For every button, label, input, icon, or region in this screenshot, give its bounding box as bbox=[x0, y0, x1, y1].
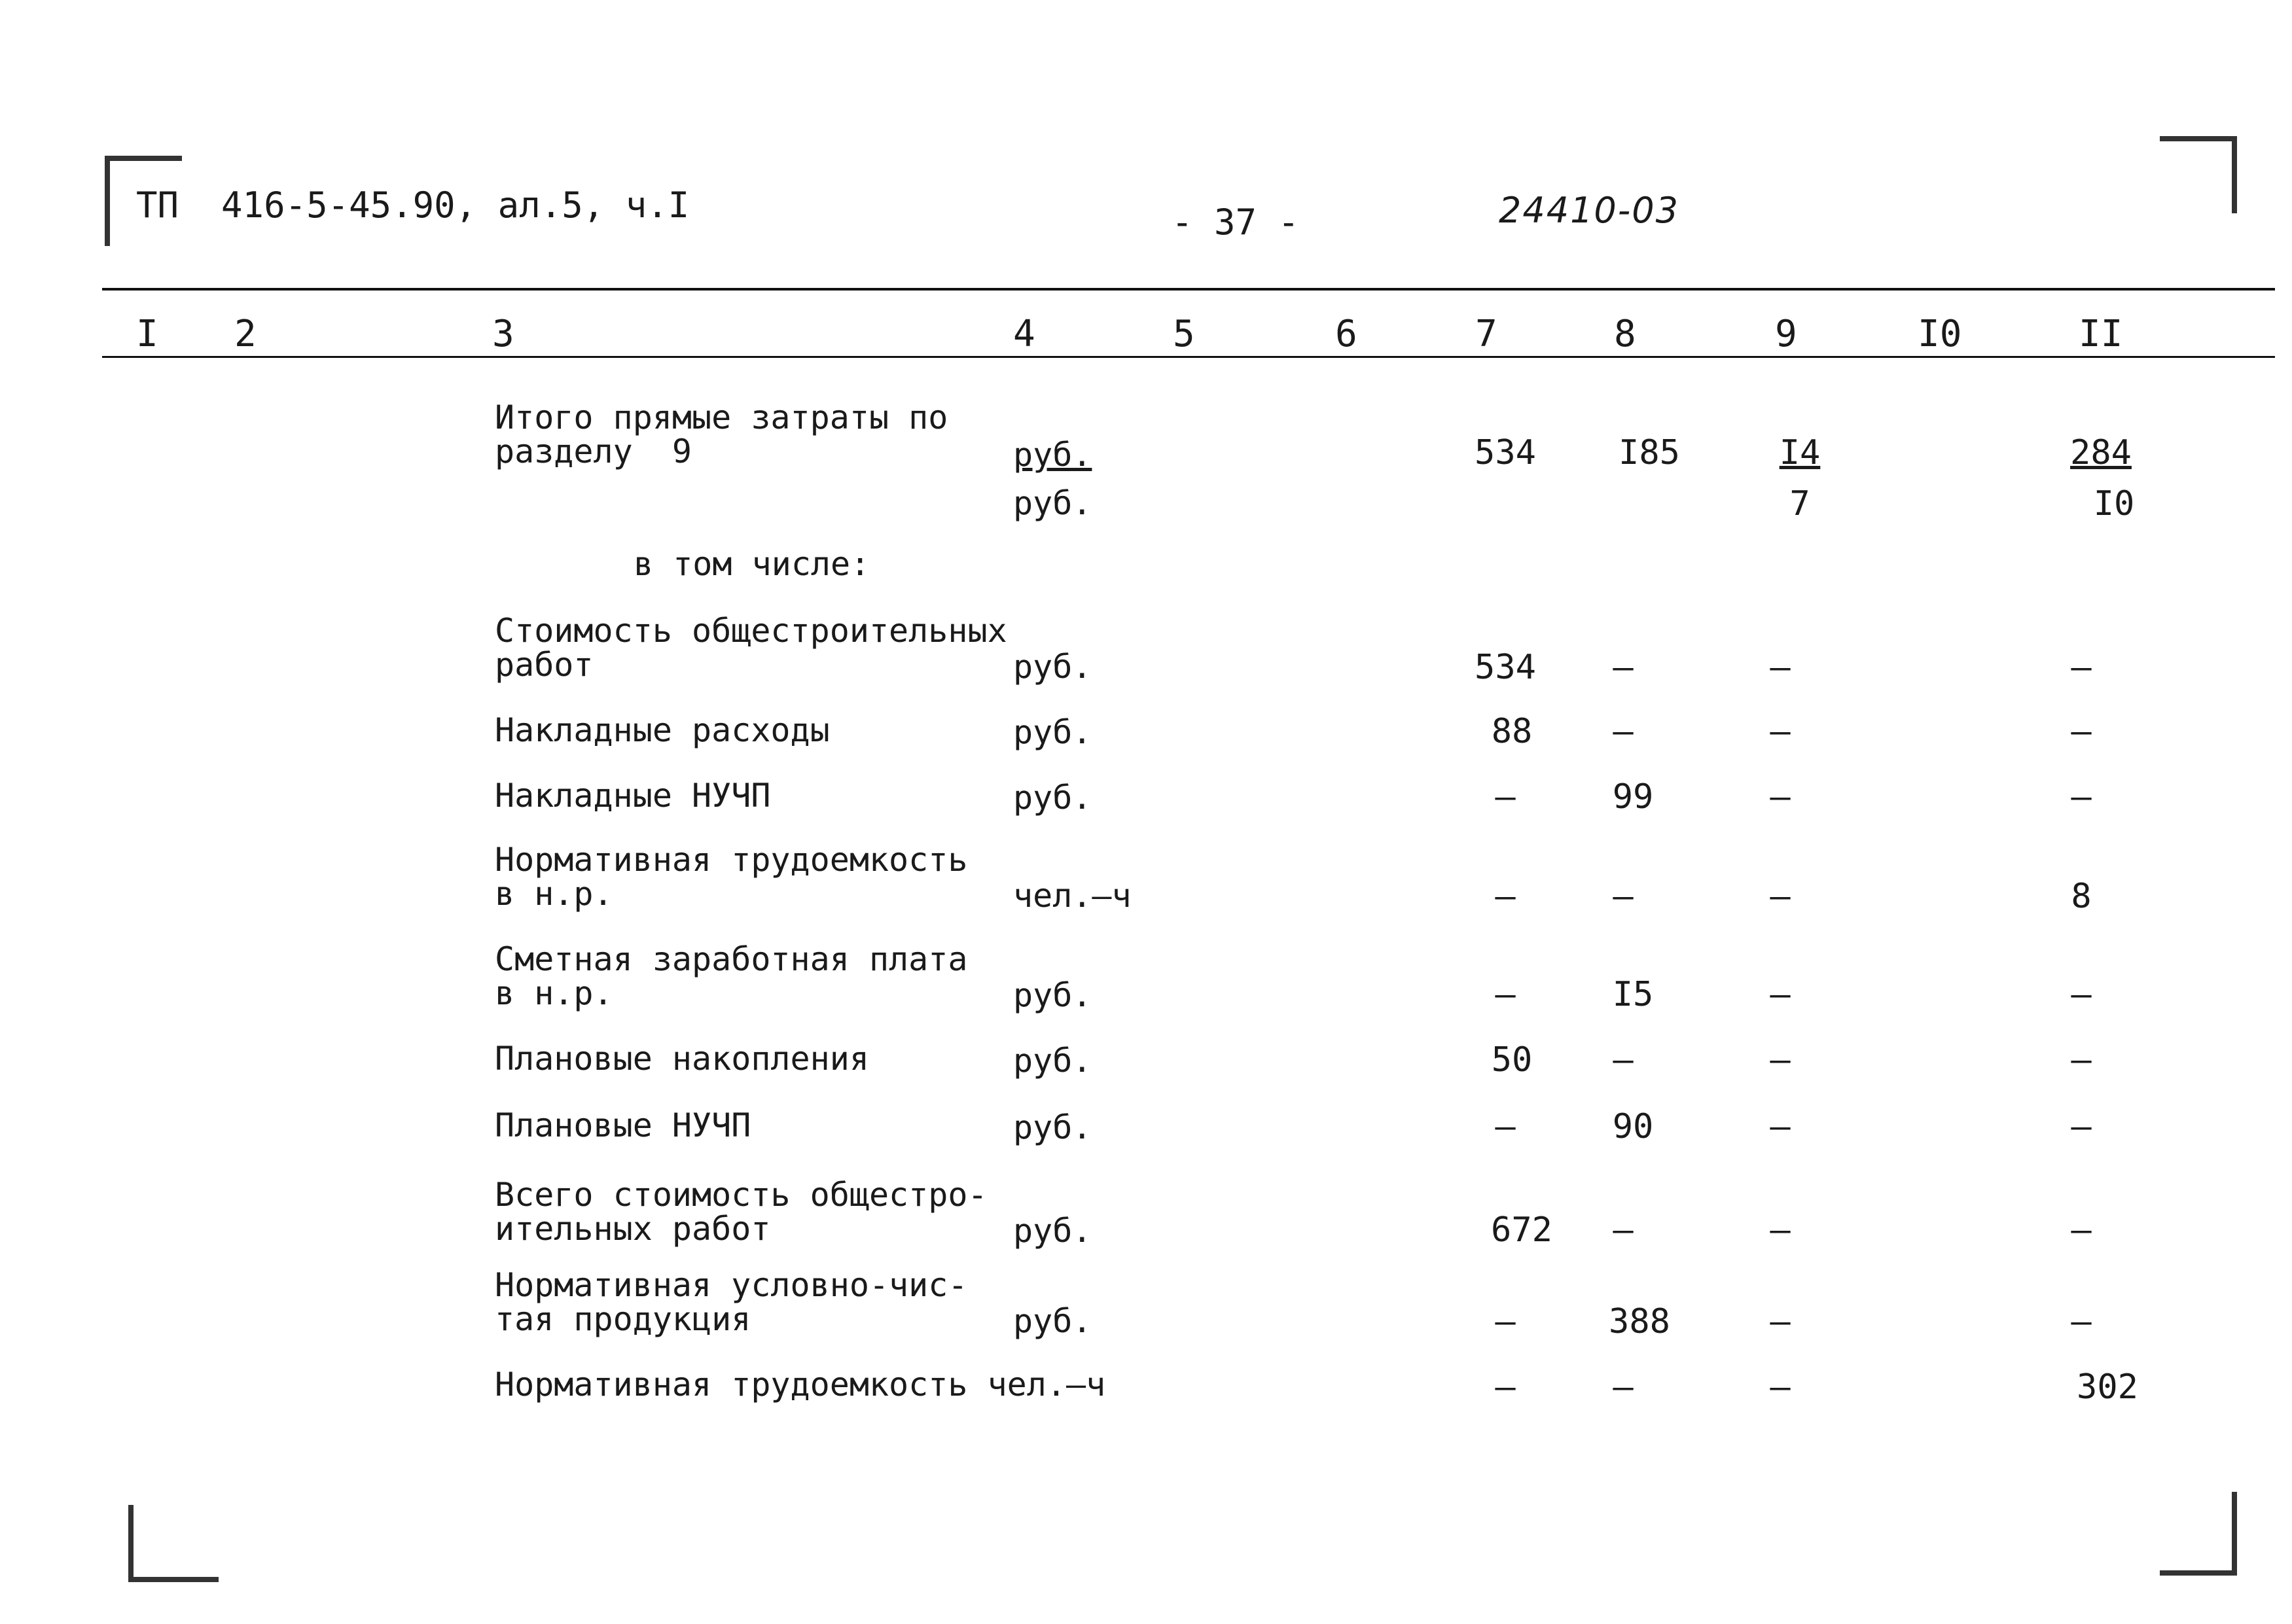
column-number: 5 bbox=[1173, 313, 1195, 355]
cell-col8: – bbox=[1613, 877, 1634, 916]
cell-col8: 388 bbox=[1609, 1302, 1670, 1341]
corner-mark-bottom-right bbox=[2160, 1492, 2237, 1576]
column-number: 7 bbox=[1475, 313, 1497, 355]
cell-col9: – bbox=[1770, 1040, 1791, 1080]
document-code: ТП 416-5-45.90, ал.5, ч.I bbox=[136, 185, 690, 226]
cell-col11: – bbox=[2071, 1210, 2092, 1250]
column-number: I bbox=[136, 313, 158, 355]
row-label: ительных работ bbox=[495, 1210, 771, 1248]
cell-col8: – bbox=[1613, 712, 1634, 751]
column-number: 8 bbox=[1614, 313, 1636, 355]
page-number: - 37 - bbox=[1172, 202, 1300, 243]
cell-col11: – bbox=[2071, 712, 2092, 751]
cell-col9: – bbox=[1770, 975, 1791, 1014]
cell-col9: – bbox=[1770, 1107, 1791, 1146]
row-label: Нормативная трудоемкость bbox=[495, 841, 968, 879]
subheading: в том числе: bbox=[634, 545, 870, 583]
row-unit: руб. bbox=[1013, 1042, 1092, 1080]
row-label: Накладные расходы bbox=[495, 711, 830, 749]
row-label: Плановые НУЧП bbox=[495, 1106, 751, 1144]
header-rule-bottom bbox=[102, 356, 2275, 358]
row-label: Накладные НУЧП bbox=[495, 777, 771, 815]
row-label: в н.р. bbox=[495, 974, 613, 1012]
row-unit: руб. bbox=[1013, 976, 1092, 1014]
row-label: Стоимость общестроительных bbox=[495, 612, 1007, 650]
cell-col7: – bbox=[1495, 975, 1516, 1014]
cell-col11: – bbox=[2071, 777, 2092, 817]
cell-col8: – bbox=[1613, 648, 1634, 687]
cell-col9: – bbox=[1770, 1302, 1791, 1341]
row-unit: руб. bbox=[1013, 779, 1092, 817]
cell-col7: 88 bbox=[1491, 712, 1533, 751]
cell-col7: – bbox=[1495, 1107, 1516, 1146]
row-label: Сметная заработная плата bbox=[495, 940, 968, 978]
cell-col7: 534 bbox=[1475, 648, 1536, 687]
row-unit: руб. bbox=[1013, 648, 1092, 686]
column-number: II bbox=[2079, 313, 2123, 355]
column-number: I0 bbox=[1918, 313, 1962, 355]
cell-col7: – bbox=[1495, 877, 1516, 916]
cell-col9: – bbox=[1770, 777, 1791, 817]
cell-col11: – bbox=[2071, 1302, 2092, 1341]
cell-col11: 302 bbox=[2077, 1368, 2138, 1407]
cell-col11: – bbox=[2071, 1040, 2092, 1080]
cell-col8: – bbox=[1613, 1040, 1634, 1080]
cell-col8: I5 bbox=[1612, 975, 1654, 1014]
row-label: тая продукция bbox=[495, 1300, 751, 1338]
cell-col11: 8 bbox=[2071, 877, 2092, 916]
cell-col9: – bbox=[1770, 1210, 1791, 1250]
cell-col8: I85 bbox=[1619, 433, 1680, 472]
cell-col7: – bbox=[1495, 777, 1516, 817]
cell-col11: – bbox=[2071, 975, 2092, 1014]
column-number: 9 bbox=[1775, 313, 1797, 355]
row-label: работ bbox=[495, 646, 594, 684]
cell-col7: – bbox=[1495, 1368, 1516, 1407]
column-number: 6 bbox=[1335, 313, 1357, 355]
row-label: в н.р. bbox=[495, 875, 613, 913]
cell-col7: – bbox=[1495, 1302, 1516, 1341]
row-unit: руб. bbox=[1013, 1108, 1092, 1146]
cell-col8: – bbox=[1613, 1368, 1634, 1407]
cell-col9: – bbox=[1770, 712, 1791, 751]
row-unit: руб. bbox=[1013, 713, 1092, 751]
column-number: 3 bbox=[492, 313, 514, 355]
row-label: Всего стоимость общестро- bbox=[495, 1176, 988, 1214]
cell-col7: 534 bbox=[1475, 433, 1536, 472]
row-label: Нормативная условно-чис- bbox=[495, 1266, 968, 1304]
row-unit: руб. bbox=[1013, 1302, 1092, 1340]
cell-col7: 50 bbox=[1491, 1040, 1533, 1080]
row-label: Итого прямые затраты по bbox=[495, 398, 948, 436]
row-unit: руб. bbox=[1013, 484, 1092, 522]
cell-col8: 99 bbox=[1612, 777, 1654, 817]
cell-col11: – bbox=[2071, 648, 2092, 687]
cell-col7: 672 bbox=[1491, 1210, 1552, 1250]
cell-col11: I0 bbox=[2093, 484, 2135, 523]
corner-mark-top-right bbox=[2160, 136, 2237, 213]
cell-col9: 7 bbox=[1789, 484, 1810, 523]
row-label: Нормативная трудоемкость чел.–ч bbox=[495, 1366, 1106, 1403]
row-unit: чел.–ч bbox=[1013, 877, 1132, 915]
column-number: 4 bbox=[1013, 313, 1035, 355]
row-label: разделу 9 bbox=[495, 432, 692, 470]
cell-col8: – bbox=[1613, 1210, 1634, 1250]
cell-col9: – bbox=[1770, 1368, 1791, 1407]
header-rule-top bbox=[102, 288, 2275, 291]
cell-col9: I4 bbox=[1779, 433, 1821, 472]
column-number: 2 bbox=[234, 313, 257, 355]
cell-col9: – bbox=[1770, 648, 1791, 687]
row-label: Плановые накопления bbox=[495, 1040, 869, 1078]
handwritten-code: 24410-03 bbox=[1499, 190, 1679, 231]
cell-col11: – bbox=[2071, 1107, 2092, 1146]
cell-col9: – bbox=[1770, 877, 1791, 916]
corner-mark-bottom-left bbox=[128, 1505, 219, 1582]
cell-col11: 284 bbox=[2070, 433, 2132, 472]
row-unit: руб. bbox=[1013, 1212, 1092, 1250]
row-unit: руб. bbox=[1013, 436, 1092, 474]
cell-col8: 90 bbox=[1612, 1107, 1654, 1146]
